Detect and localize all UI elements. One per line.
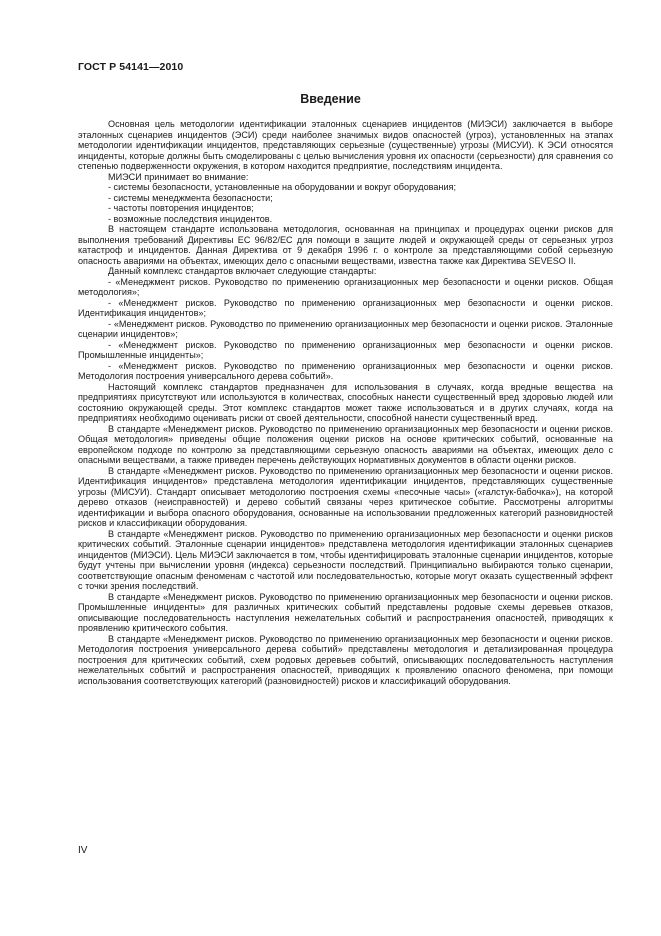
paragraph: В стандарте «Менеджмент рисков. Руководство по применению организационных мер безопасности и оценки рисков. Идентификация инцидентов» представлена методология идентификации инцидентов, представляющих существенные угрозы (МИСУИ). Стандарт описывает методологию построения схемы «песочные часы» («галстук-бабочка»), на которой дерево отказов (неисправностей) и дерево событий связаны через критическое событие. Рассмотрены алгоритмы идентификации и выбора опасного оборудования, основанные на использовании предложенных категорий разновидностей рисков и классификации оборудования. [78,465,613,528]
list-item: - возможные последствия инцидентов. [108,213,273,224]
paragraph: В стандарте «Менеджмент рисков. Руководство по применению организационных мер безопасности и оценки рисков. Общая методология» приведены общие положения оценки рисков на основе критических событий, основанные на европейском подходе по контролю за представляющими серьезную опасность авариями на объектах, имеющих дело с опасными веществами, а также приведен перечень действующих нормативных документов в области оценки рисков. [78,423,613,465]
paragraph: В стандарте «Менеджмент рисков. Руководство по применению организационных мер безопасности и оценки рисков критических событий. Эталонные сценарии инцидентов» представлена методология идентификации эталонных сценариев инцидентов (МИЭСИ). Цель МИЭСИ заключается в том, чтобы идентифицировать эталонные сценарии инцидентов, которые будут учтены при вычислении уровня (индекса) серьезности последствий. Принципиально выбираются только сценарии, соответствующие опасным феноменам с частотой или последовательностью, которые могут оказать существенный эффект с точки зрения последствий. [78,528,613,591]
paragraph: В настоящем стандарте использована методология, основанная на принципах и процедурах оценки рисков для выполнения требований Директивы ЕС 96/82/ЕС для помощи в защите людей и окружающей среды от серьезных угроз катастроф и инцидентов. Данная Директива от 9 декабря 1996 г. о контроле за представляющими собой серьезную опасность авариями на объектах, имеющих дело с опасными веществами, известна также как Директива SEVESO II. [78,224,613,266]
list-item: - «Менеджмент рисков. Руководство по применению организационных мер безопасности и оценки рисков. Методология построения универсального дерева событий». [78,360,613,381]
page-number: IV [78,845,88,856]
list-item: - «Менеджмент рисков. Руководство по применению организационных мер безопасности и оценки рисков. Эталонные сценарии инцидентов»; [78,318,613,339]
list-item: - «Менеджмент рисков. Руководство по применению организационных мер безопасности и оценки рисков. Общая методология»; [78,276,613,297]
section-title: Введение [300,92,361,106]
paragraph: Основная цель методологии идентификации эталонных сценариев инцидентов (МИЭСИ) заключается в выборе эталонных сценариев инцидентов (ЭСИ) среди наиболее значимых видов опасностей (угроз), установленных на этапах методологии идентификации инцидентов, представляющих серьезные (существенные) угрозы (МИСУИ). К ЭСИ относятся инциденты, которые должны быть смоделированы с целью вычисления уровня их опасности (серьезности) для сравнения со степенью подверженности окружения, в котором находится предприятие, последствиям инцидента. [78,119,613,171]
paragraph: МИЭСИ принимает во внимание: [108,171,249,182]
body-text [78,119,613,686]
list-item: - системы менеджмента безопасности; [108,192,273,203]
paragraph: В стандарте «Менеджмент рисков. Руководство по применению организационных мер безопасности и оценки рисков. Промышленные инциденты» для различных критических событий представлены родовые схемы деревьев отказов, описывающие последовательность наступления нежелательных событий и распространения опасностей, приводящих к проявлению критического события. [78,591,613,633]
list-item: - частоты повторения инцидентов; [108,203,254,213]
list-item: - «Менеджмент рисков. Руководство по применению организационных мер безопасности и оценки рисков. Идентификация инцидентов»; [78,297,613,318]
paragraph: Данный комплекс стандартов включает следующие стандарты: [108,266,377,276]
list-item: - «Менеджмент рисков. Руководство по применению организационных мер безопасности и оценки рисков. Промышленные инциденты»; [78,339,613,360]
standard-number-header: ГОСТ Р 54141—2010 [78,61,184,73]
paragraph: В стандарте «Менеджмент рисков. Руководство по применению организационных мер безопасности и оценки рисков. Методология построения универсального дерева событий» представлены методология и детализированная процедура построения для критических событий, схем родовых деревьев событий, описывающих последовательность наступления нежелательных событий и распространения опасностей, приводящих к проявлению опасного феномена, при помощи использования соответствующих категорий (разновидностей) рисков и классификаций оборудования. [78,633,613,686]
list-item: - системы безопасности, установленные на оборудовании и вокруг оборудования; [108,182,456,192]
paragraph: Настоящий комплекс стандартов предназначен для использования в случаях, когда вредные вещества на предприятиях присутствуют или используются в количествах, способных нанести существенный вред здоровью людей или состоянию окружающей среды. Этот комплекс стандартов может также использоваться и в других случаях, когда на предприятиях необходимо оценивать риски от своей деятельности, способной нанести существенный вред. [78,381,613,423]
